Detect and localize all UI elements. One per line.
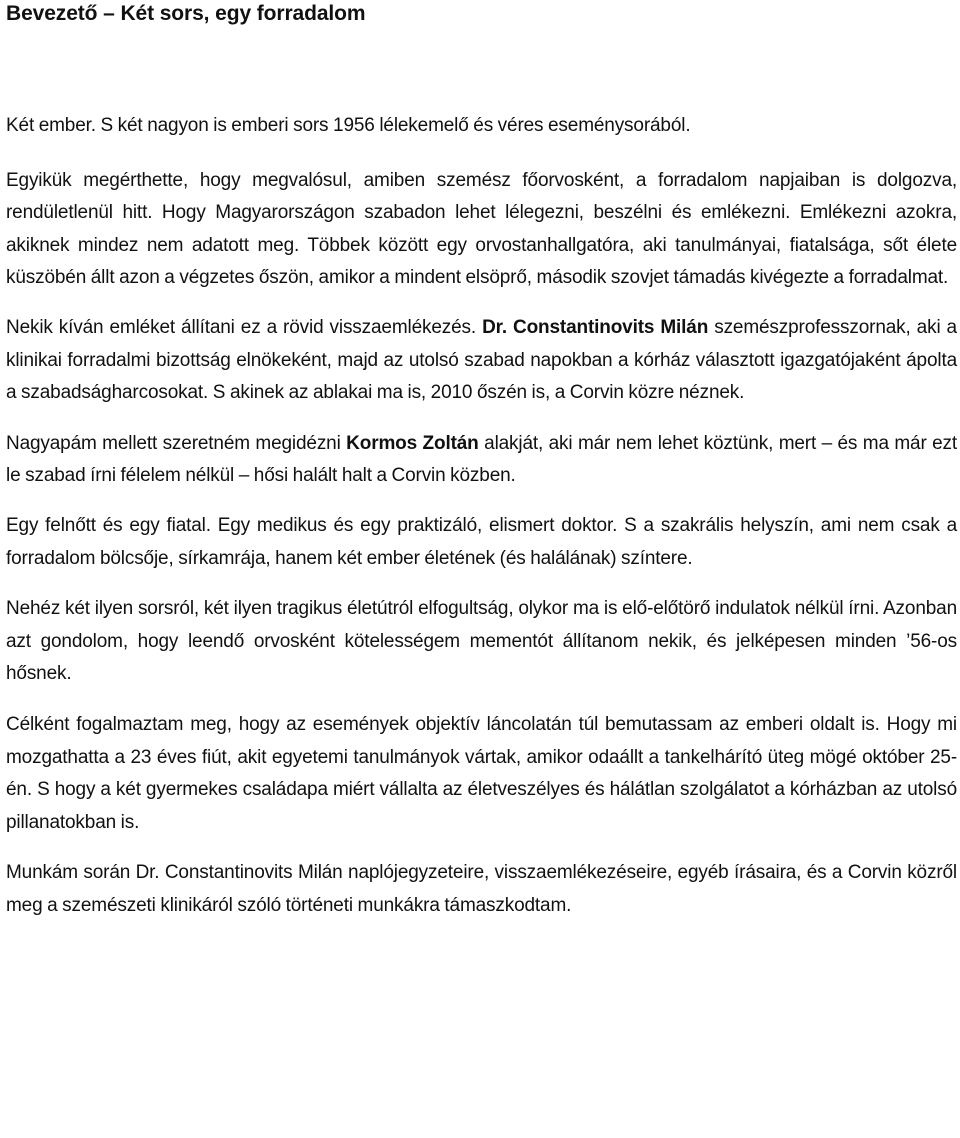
paragraph-3-text-after: szemészprofesszornak, aki a klinikai forradalmi bizottság elnökeként, majd az utolsó szabad napokban a kórház választott igazgatójaként ápolta a szabadságharcosokat. S akinek az ablakai ma is, 2010 őszén is, a Corvin közre néznek. [6, 316, 957, 404]
paragraph-1: Két ember. S két nagyon is emberi sors 1956 lélekemelő és véres eseménysorából. [6, 115, 691, 136]
paragraph-4-text-before: Nagyapám mellett szeretném megidézni [6, 432, 347, 454]
paragraph-3 [6, 312, 957, 410]
paragraph-4-bold-name: Kormos Zoltán [346, 432, 479, 454]
paragraph-3-bold-name: Dr. Constantinovits Milán [482, 316, 709, 338]
paragraph-2: Egyikük megérthette, hogy megvalósul, amiben szemész főorvosként, a forradalom napjaiban is dolgozva, rendületlenül hitt. Hogy Magyarországon szabadon lehet lélegezni, beszélni és emlékezni. Emlékezni azokra, akiknek mindez nem adatott meg. Többek között egy orvostanhallgatóra, aki tanulmányai, fiatalsága, sőt élete küszöbén állt azon a végzetes őszön, amikor a mindent elsöprő, második szovjet támadás kivégezte a forradalmat. [6, 169, 957, 289]
paragraph-8: Munkám során Dr. Constantinovits Milán naplójegyzeteire, visszaemlékezéseire, egyéb írásaira, és a Corvin közről meg a szemészeti klinikáról szóló történeti munkákra támaszkodtam. [6, 862, 957, 916]
document-title: Bevezető – Két sors, egy forradalom [6, 2, 366, 25]
paragraph-5: Egy felnőtt és egy fiatal. Egy medikus és egy praktizáló, elismert doktor. S a szakrális helyszín, ami nem csak a forradalom bölcsője, sírkamrája, hanem két ember életének (és halálának) színtere. [6, 514, 957, 569]
paragraph-3-text-before: Nekik kíván emléket állítani ez a rövid visszaemlékezés. [6, 316, 483, 338]
paragraph-6: Nehéz két ilyen sorsról, két ilyen tragikus életútról elfogultság, olykor ma is elő-előtörő indulatok nélkül írni. Azonban azt gondolom, hogy leendő orvosként kötelességem mementót állítanom nekik, és jelképesen minden ’56-os hősnek. [6, 598, 957, 685]
paragraph-4 [6, 428, 957, 493]
paragraph-4-text-after: alakját, aki már nem lehet köztünk, mert – és ma már ezt le szabad írni félelem nélkül – hősi halált halt a Corvin közben. [6, 432, 958, 487]
paragraph-7: Célként fogalmaztam meg, hogy az események objektív láncolatán túl bemutassam az emberi oldalt is. Hogy mi mozgathatta a 23 éves fiút, akit egyetemi tanulmányok vártak, amikor odaállt a tankelhárító üteg mögé október 25-én. S hogy a két gyermekes családapa miért vállalta az életveszélyes és hálátlan szolgálatot a kórházban az utolsó pillanatokban is. [6, 713, 957, 833]
